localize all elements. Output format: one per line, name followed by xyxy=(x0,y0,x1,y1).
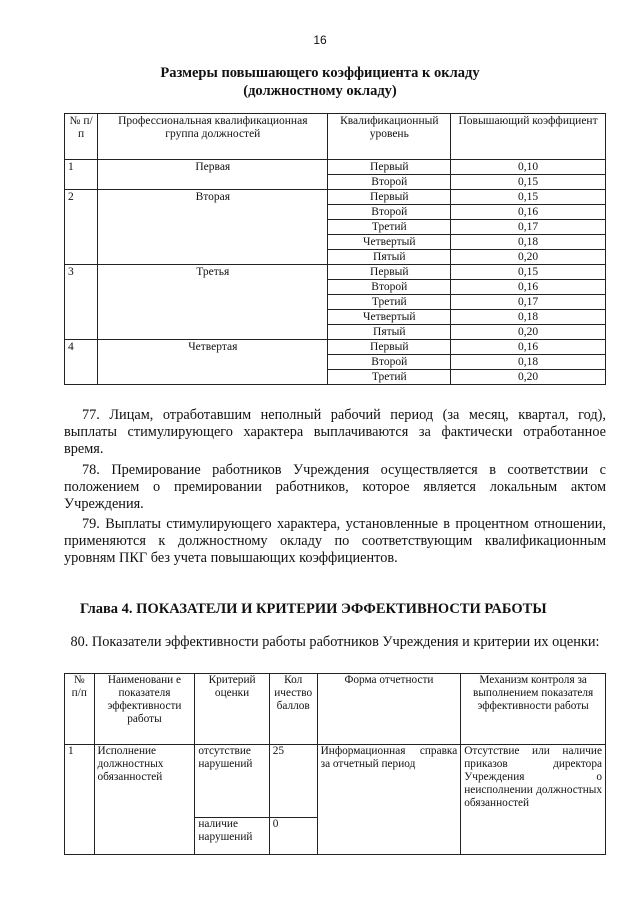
coefficient-value: 0,10 xyxy=(451,160,606,175)
table-row xyxy=(65,745,606,818)
coefficient-value: 0,18 xyxy=(451,310,606,325)
criteria-row-num: 1 xyxy=(65,745,95,855)
qualification-level: Пятый xyxy=(328,250,451,265)
group-name: Первая xyxy=(98,160,328,190)
qualification-level: Второй xyxy=(328,355,451,370)
header-group: Профессиональная квалификационная группа должностей xyxy=(98,114,328,160)
group-number: 2 xyxy=(65,190,98,265)
paragraph-78: 78. Премирование работников Учреждения осуществляется в соответствии с положением о премировании работников, которое является локальным актом Учреждения. xyxy=(64,462,606,512)
qualification-level: Второй xyxy=(328,205,451,220)
coefficient-value: 0,15 xyxy=(451,175,606,190)
coefficient-value: 0,20 xyxy=(451,325,606,340)
qualification-level: Третий xyxy=(328,295,451,310)
criteria-row-mechanism: Отсутствие или наличие приказов директора Учреждения о неисполнении должностных обязанностей xyxy=(461,745,606,855)
group-number: 4 xyxy=(65,340,98,385)
criteria-row-name: Исполнение должностных обязанностей xyxy=(94,745,195,855)
chapter-title: Глава 4. ПОКАЗАТЕЛИ И КРИТЕРИИ ЭФФЕКТИВНОСТИ РАБОТЫ xyxy=(80,601,547,617)
coefficient-value: 0,17 xyxy=(451,295,606,310)
table-row xyxy=(65,160,606,175)
qualification-level: Первый xyxy=(328,190,451,205)
coefficient-value: 0,15 xyxy=(451,190,606,205)
criteria-row-points: 0 xyxy=(269,818,317,855)
criteria-header-name: Наименовани е показателя эффективности работы xyxy=(94,674,195,745)
criteria-table xyxy=(64,673,606,855)
criteria-row-form: Информационная справка за отчетный период xyxy=(317,745,461,855)
qualification-level: Второй xyxy=(328,175,451,190)
coefficient-value: 0,17 xyxy=(451,220,606,235)
coefficient-value: 0,18 xyxy=(451,355,606,370)
criteria-table-header xyxy=(65,674,606,745)
criteria-header-form: Форма отчетности xyxy=(317,674,461,745)
coefficient-table xyxy=(64,113,606,385)
coefficient-value: 0,16 xyxy=(451,205,606,220)
criteria-header-criterion: Критерий оценки xyxy=(195,674,269,745)
paragraph-79: 79. Выплаты стимулирующего характера, установленные в процентном отношении, применяются к должностному окладу по соответствующим квалификационным уровням ПКГ без учета повышающих коэффициентов. xyxy=(64,516,606,566)
header-coefficient: Повышающий коэффициент xyxy=(451,114,606,160)
coefficient-value: 0,20 xyxy=(451,250,606,265)
coefficient-table-header xyxy=(65,114,606,160)
qualification-level: Третий xyxy=(328,370,451,385)
qualification-level: Первый xyxy=(328,265,451,280)
header-level: Квалификационный уровень xyxy=(328,114,451,160)
criteria-row-criterion: отсутствие нарушений xyxy=(195,745,269,818)
paragraph-80: 80. Показатели эффективности работы работников Учреждения и критерии их оценки: xyxy=(70,634,600,650)
qualification-level: Третий xyxy=(328,220,451,235)
coefficient-value: 0,16 xyxy=(451,280,606,295)
criteria-header-mechanism: Механизм контроля за выполнением показателя эффективности работы xyxy=(461,674,606,745)
criteria-row-points: 25 xyxy=(269,745,317,818)
group-name: Третья xyxy=(98,265,328,340)
page-number: 16 xyxy=(313,33,327,47)
group-name: Четвертая xyxy=(98,340,328,385)
table-row xyxy=(65,265,606,280)
qualification-level: Первый xyxy=(328,160,451,175)
coefficient-value: 0,20 xyxy=(451,370,606,385)
paragraph-77: 77. Лицам, отработавшим неполный рабочий период (за месяц, квартал, год), выплаты стимулирующего характера выплачиваются за фактически отработанное время. xyxy=(64,407,606,457)
qualification-level: Четвертый xyxy=(328,235,451,250)
qualification-level: Пятый xyxy=(328,325,451,340)
table-title xyxy=(0,64,640,100)
group-number: 3 xyxy=(65,265,98,340)
group-name: Вторая xyxy=(98,190,328,265)
qualification-level: Четвертый xyxy=(328,310,451,325)
coefficient-value: 0,15 xyxy=(451,265,606,280)
criteria-row-criterion: наличие нарушений xyxy=(195,818,269,855)
table-row xyxy=(65,190,606,205)
group-number: 1 xyxy=(65,160,98,190)
table-row xyxy=(65,340,606,355)
criteria-header-num: № п/п xyxy=(65,674,95,745)
header-num: № п/п xyxy=(65,114,98,160)
criteria-header-points: Кол ичество баллов xyxy=(269,674,317,745)
qualification-level: Второй xyxy=(328,280,451,295)
qualification-level: Первый xyxy=(328,340,451,355)
coefficient-value: 0,18 xyxy=(451,235,606,250)
coefficient-value: 0,16 xyxy=(451,340,606,355)
table-title-line-2: (должностному окладу) xyxy=(243,83,397,99)
table-title-line-1: Размеры повышающего коэффициента к окладу xyxy=(160,65,480,81)
